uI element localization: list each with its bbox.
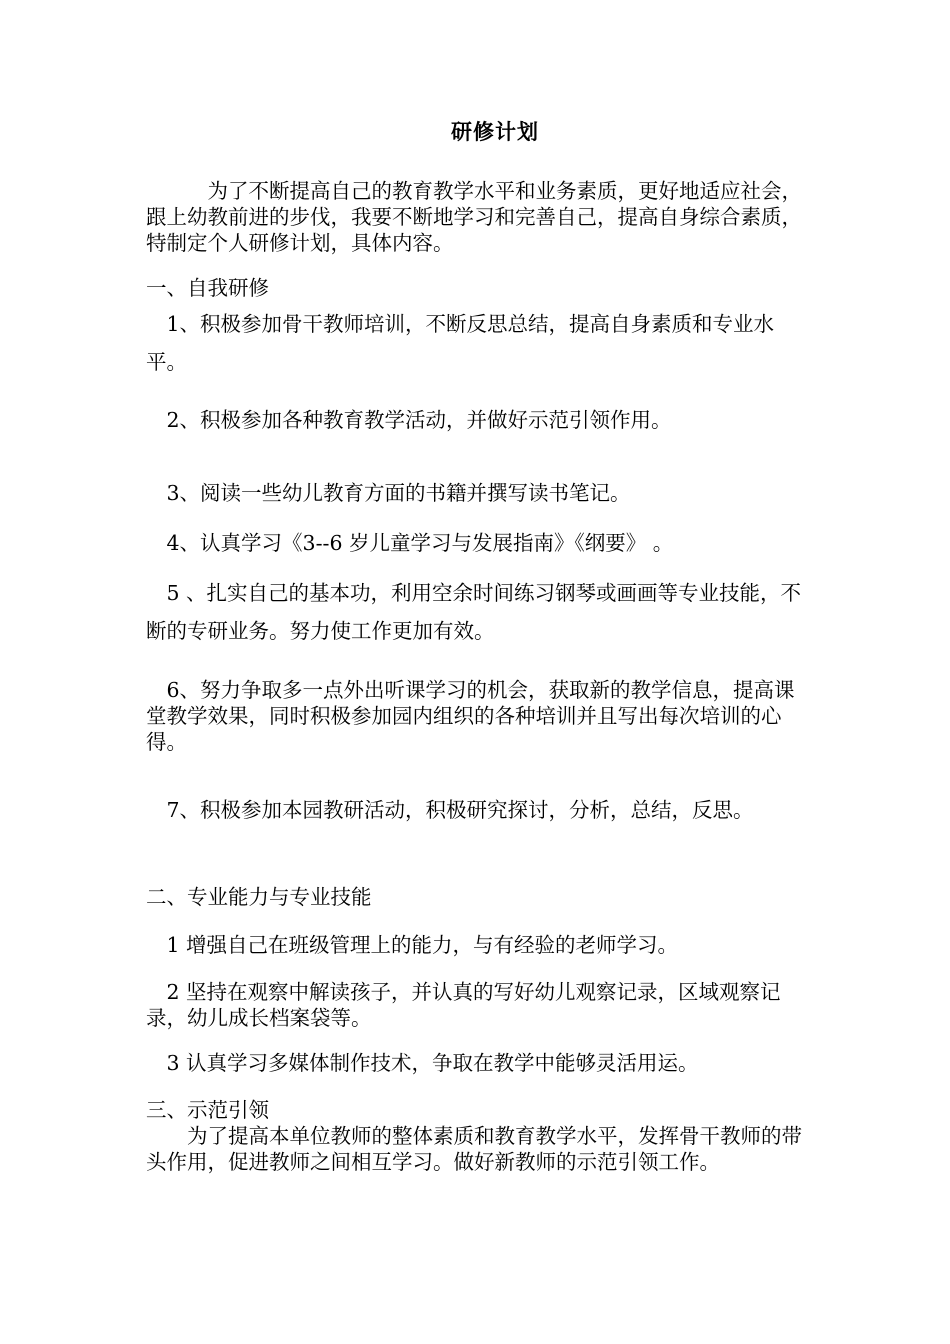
list-item: 2、积极参加各种教育教学活动，并做好示范引领作用。 (146, 408, 672, 432)
section-heading-demonstration: 三、示范引领 (146, 1098, 269, 1122)
intro-paragraph: 为了不断提高自己的教育教学水平和业务素质，更好地适应社会，跟上幼教前进的步伐，我要不断地学习和完善自己，提高自身综合素质，特制定个人研修计划，具体内容。 (146, 179, 802, 255)
list-item: 3、阅读一些幼儿教育方面的书籍并撰写读书笔记。 (146, 481, 631, 505)
list-item: 3 认真学习多媒体制作技术，争取在教学中能够灵活用运。 (146, 1051, 699, 1075)
list-item: 1 增强自己在班级管理上的能力，与有经验的老师学习。 (146, 933, 679, 957)
list-item: 4、认真学习《3--6 岁儿童学习与发展指南》《纲要》 。 (146, 531, 674, 555)
list-item: 1、积极参加骨干教师培训，不断反思总结，提高自身素质和专业水平。 (146, 312, 775, 374)
list-item: 5 、扎实自己的基本功，利用空余时间练习钢琴或画画等专业技能，不断的专研业务。努力使工作更加有效。 (146, 581, 802, 643)
list-item: 6、努力争取多一点外出听课学习的机会，获取新的教学信息，提高课堂教学效果，同时积极参加园内组织的各种培训并且写出每次培训的心得。 (146, 678, 795, 754)
list-item: 7、积极参加本园教研活动，积极研究探讨，分析，总结，反思。 (146, 798, 754, 822)
section-heading-self-study: 一、自我研修 (146, 276, 269, 300)
section-heading-professional-skills: 二、专业能力与专业技能 (146, 885, 372, 909)
section-body-demonstration: 为了提高本单位教师的整体素质和教育教学水平，发挥骨干教师的带头作用，促进教师之间相互学习。做好新教师的示范引领工作。 (146, 1124, 802, 1174)
list-item: 2 坚持在观察中解读孩子，并认真的写好幼儿观察记录，区域观察记录，幼儿成长档案袋等。 (146, 980, 781, 1030)
document-title: 研修计划 (451, 120, 539, 144)
